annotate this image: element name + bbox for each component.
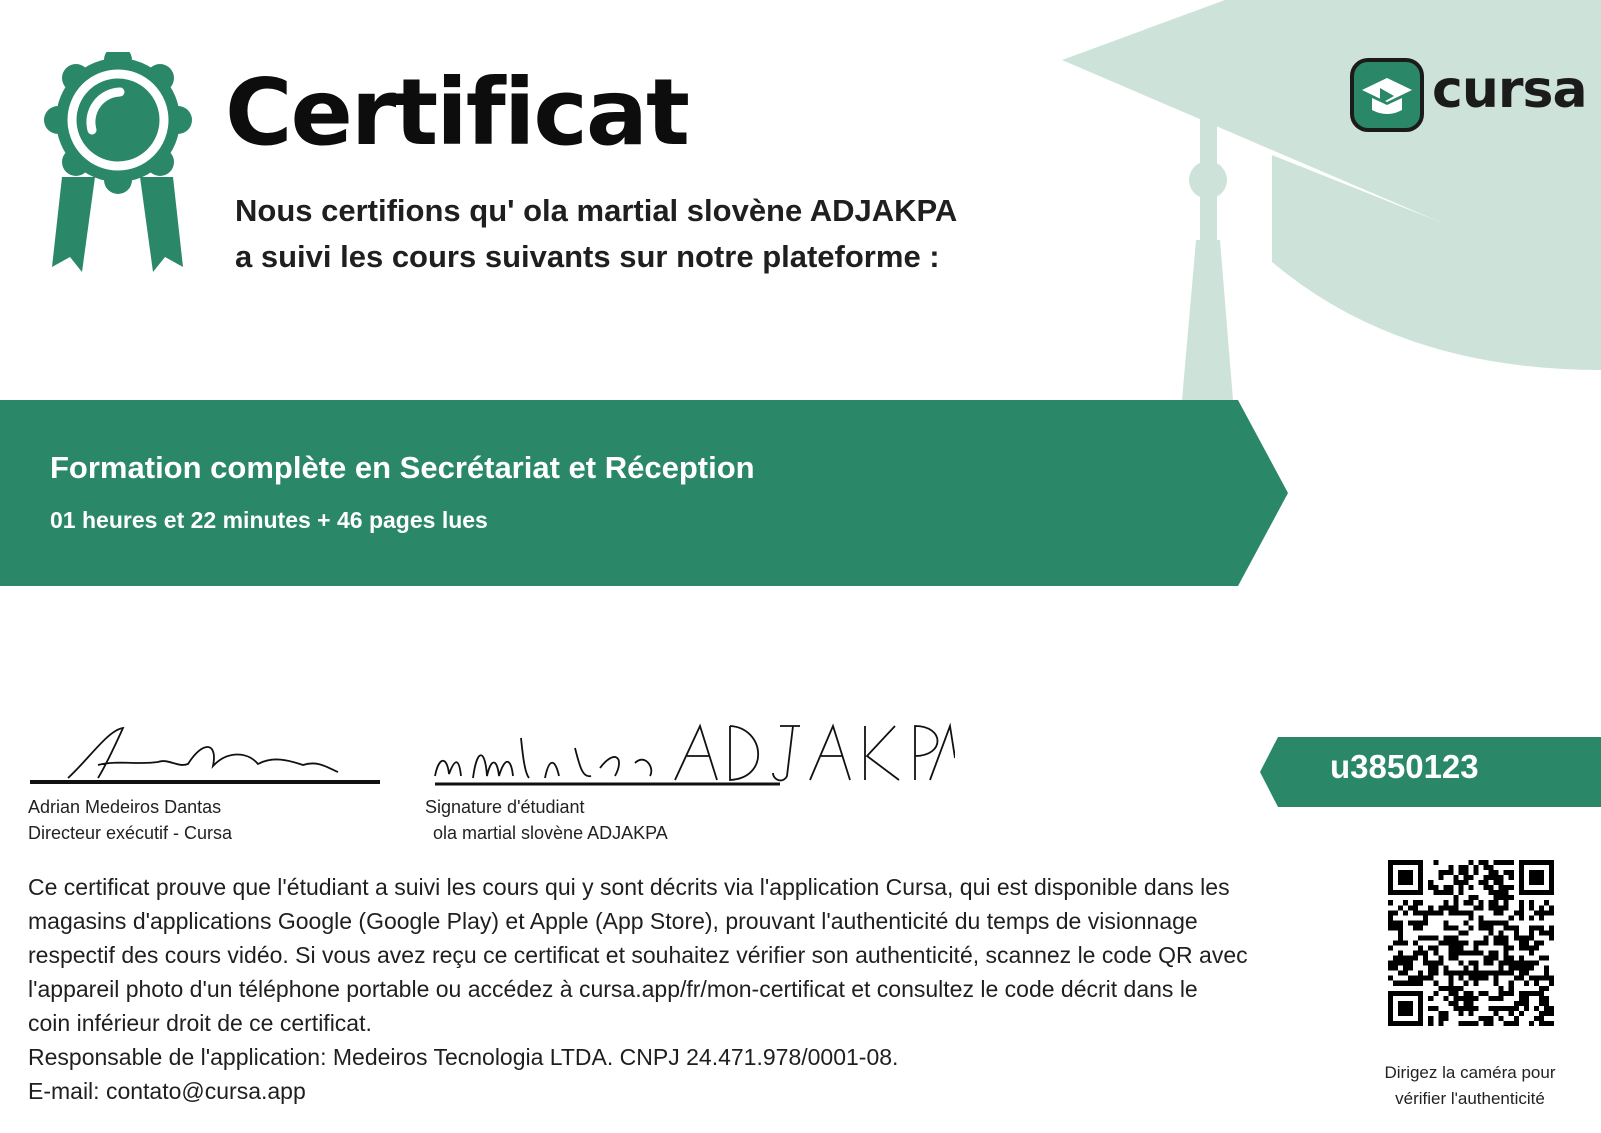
certificate-code: u3850123	[1330, 748, 1479, 785]
disclaimer-line: Responsable de l'application: Medeiros Tecnologia LTDA. CNPJ 24.471.978/0001-08.	[28, 1044, 899, 1070]
course-banner	[0, 400, 1290, 586]
authenticity-disclaimer	[28, 870, 1338, 1108]
student-signature-label: Signature d'étudiant	[425, 797, 585, 817]
course-title: Formation complète en Secrétariat et Réception	[50, 450, 755, 485]
disclaimer-line: E-mail: contato@cursa.app	[28, 1078, 306, 1104]
cursa-logo-text: cursa	[1432, 60, 1587, 120]
director-signature-image	[28, 720, 388, 790]
course-duration: 01 heures et 22 minutes + 46 pages lues	[50, 507, 488, 533]
qr-caption	[1345, 1060, 1595, 1112]
disclaimer-line: l'appareil photo d'un téléphone portable ou accédez à cursa.app/fr/mon-certificat et consultez le code décrit dans le	[28, 976, 1198, 1002]
director-name: Adrian Medeiros Dantas	[28, 797, 222, 817]
disclaimer-line: respectif des cours vidéo. Si vous avez reçu ce certificat et souhaitez vérifier son authenticité, scannez le code QR avec	[28, 942, 1248, 968]
certificate-title: Certificat	[225, 59, 688, 166]
qr-caption-line-1: Dirigez la caméra pour	[1384, 1063, 1556, 1082]
qr-caption-line-2: vérifier l'authenticité	[1395, 1089, 1545, 1108]
student-name: ola martial slovène ADJAKPA	[433, 823, 668, 843]
student-signature-image	[425, 718, 955, 798]
qr-code[interactable]	[1388, 860, 1554, 1026]
certify-line-2: a suivi les cours suivants sur notre plateforme :	[235, 239, 940, 274]
disclaimer-line: coin inférieur droit de ce certificat.	[28, 1010, 372, 1036]
disclaimer-line: Ce certificat prouve que l'étudiant a suivi les cours qui y sont décrits via l'application Cursa, qui est disponible dans les	[28, 874, 1230, 900]
disclaimer-line: magasins d'applications Google (Google Play) et Apple (App Store), prouvant l'authenticité du temps de visionnage	[28, 908, 1198, 934]
certification-statement	[235, 188, 957, 280]
director-role: Directeur exécutif - Cursa	[28, 823, 233, 843]
award-rosette-icon	[40, 52, 200, 282]
certify-line-1: Nous certifions qu' ola martial slovène ADJAKPA	[235, 193, 958, 228]
